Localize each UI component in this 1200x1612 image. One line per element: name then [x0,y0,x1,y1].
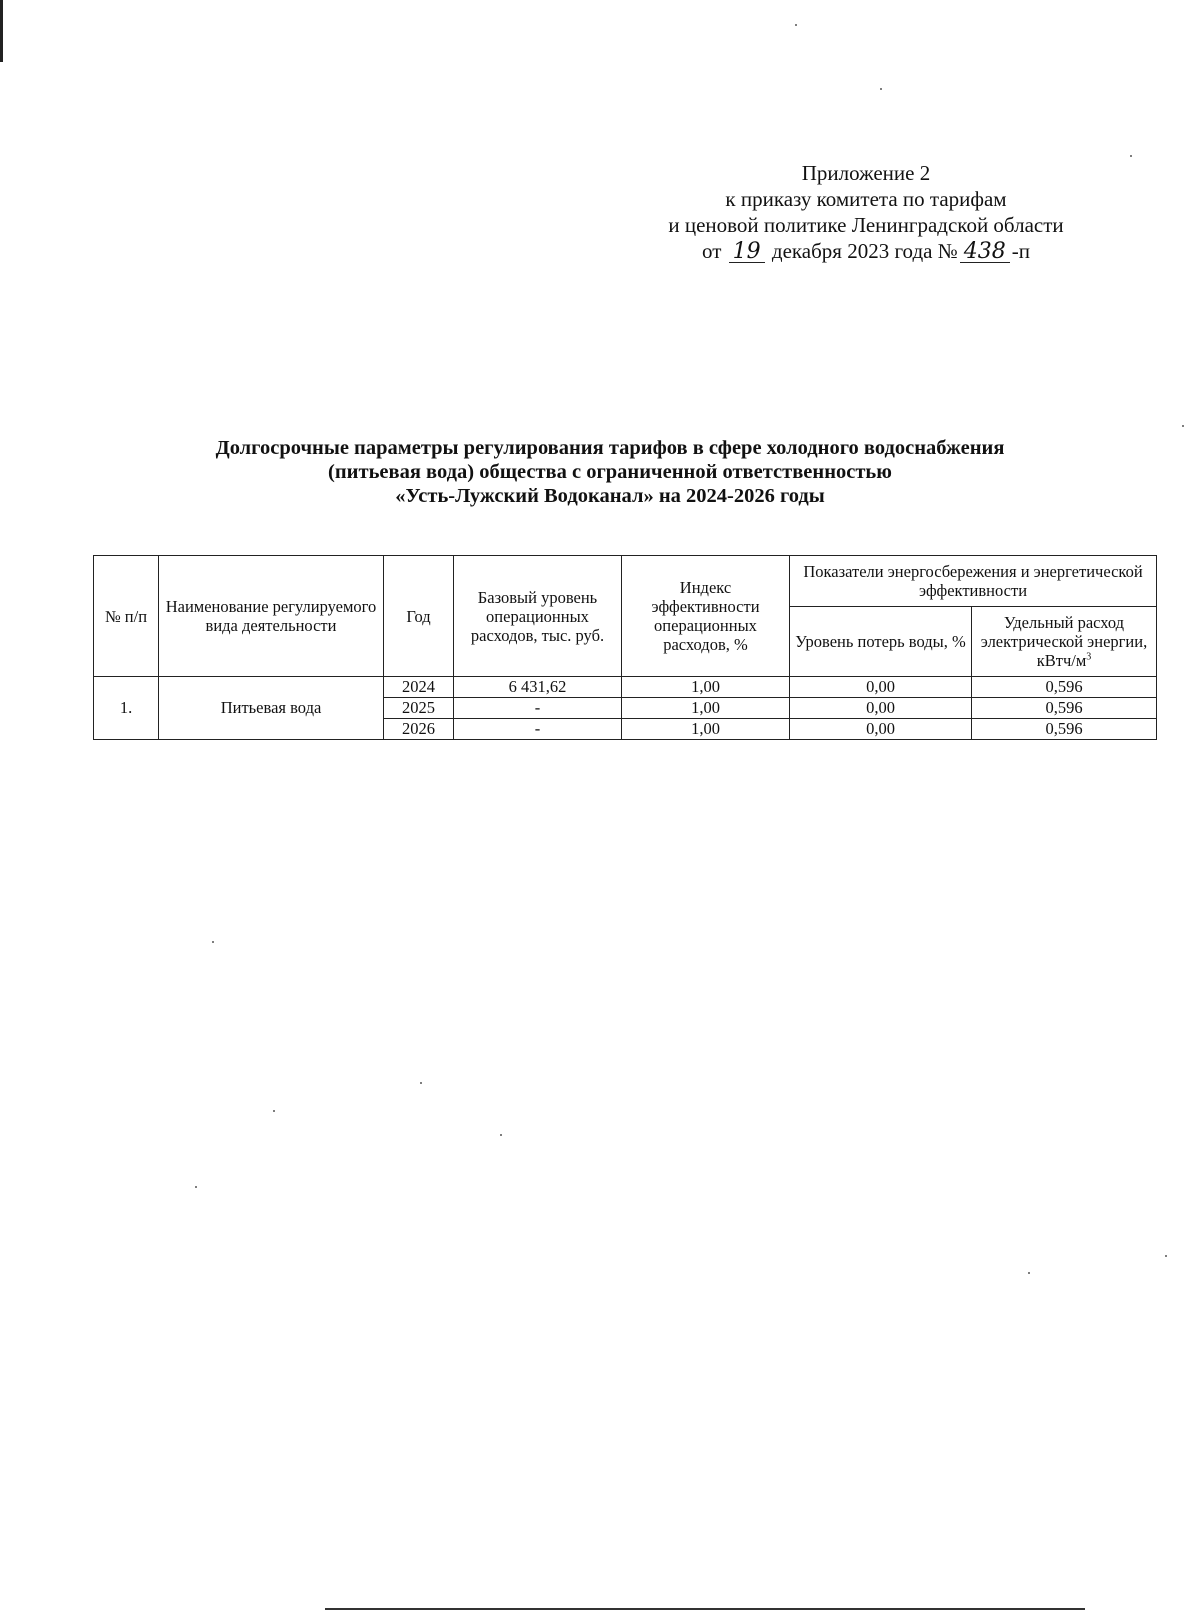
tariff-parameters-table [93,555,1157,740]
cell-energy-use: 0,596 [972,719,1157,740]
cell-efficiency-index: 1,00 [622,677,790,698]
cell-year: 2026 [384,719,454,740]
row-num: 1. [94,677,159,740]
header-activity: Наименование регулируемого вида деятельности [159,556,384,677]
appendix-order-ref: к приказу комитета по тарифам [725,187,1007,211]
order-suffix: -п [1011,239,1030,263]
header-energy-group: Показатели энергосбережения и энергетической эффективности [790,556,1157,607]
cell-water-loss: 0,00 [790,698,972,719]
scan-speck [500,1134,502,1136]
scan-speck [1028,1272,1030,1274]
cell-year: 2025 [384,698,454,719]
header-water-loss: Уровень потерь воды, % [790,607,972,677]
scan-speck [1130,155,1132,157]
cell-energy-use: 0,596 [972,677,1157,698]
order-number-handwritten: 438 [960,242,1010,263]
table-row [94,677,1157,698]
appendix-header [586,160,1146,264]
title-line-2: (питьевая вода) общества с ограниченной ответственностью [328,461,892,483]
cell-efficiency-index: 1,00 [622,719,790,740]
scan-speck [195,1186,197,1188]
cell-base-level: 6 431,62 [454,677,622,698]
title-line-1: Долгосрочные параметры регулирования тарифов в сфере холодного водоснабжения [215,437,1005,459]
scan-speck [1165,1255,1167,1257]
document-title [110,436,1110,508]
cell-efficiency-index: 1,00 [622,698,790,719]
cell-base-level: - [454,719,622,740]
header-year: Год [384,556,454,677]
scan-speck [795,24,797,26]
title-line-3: «Усть-Лужский Водоканал» на 2024-2026 годы [395,485,825,507]
header-energy-use-sup: 3 [1086,651,1092,663]
header-efficiency-index: Индекс эффективности операционных расходов, % [622,556,790,677]
scan-speck [273,1110,275,1112]
header-energy-use-text: Удельный расход электрической энергии, кВтч/м [980,613,1148,670]
order-middle: декабря 2023 года № [771,239,958,263]
order-day-handwritten: 19 [729,242,765,263]
cell-energy-use: 0,596 [972,698,1157,719]
scan-edge-mark [0,0,3,62]
cell-water-loss: 0,00 [790,677,972,698]
scan-bottom-line [325,1608,1085,1610]
cell-base-level: - [454,698,622,719]
appendix-committee: и ценовой политике Ленинградской области [668,213,1064,237]
header-num: № п/п [94,556,159,677]
row-activity: Питьевая вода [159,677,384,740]
cell-year: 2024 [384,677,454,698]
cell-water-loss: 0,00 [790,719,972,740]
appendix-title: Приложение 2 [801,161,931,185]
order-prefix: от [702,239,722,263]
scan-speck [1182,425,1184,427]
appendix-order-date [586,238,1146,264]
scan-speck [420,1082,422,1084]
scan-speck [212,941,214,943]
header-base-level: Базовый уровень операционных расходов, тыс. руб. [454,556,622,677]
scan-speck [880,88,882,90]
header-energy-use [972,607,1157,677]
